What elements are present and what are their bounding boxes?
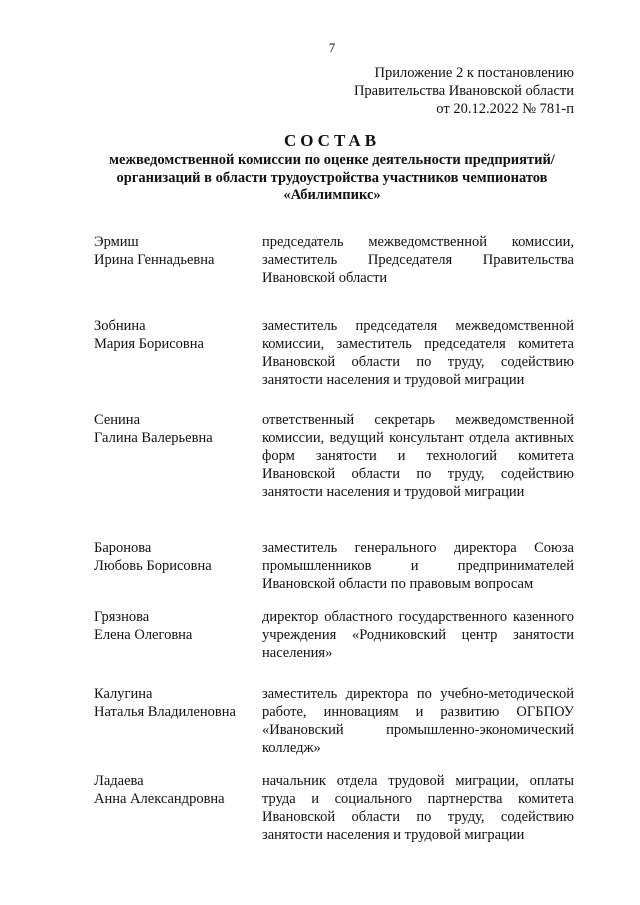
member-surname: Эрмиш bbox=[94, 234, 139, 250]
member-surname: Сенина bbox=[94, 412, 140, 428]
document-subtitle: межведомственной комиссии по оценке деятельности предприятий/организаций в области трудоустройства участников чемпионатов «Абилимпикс» bbox=[109, 152, 555, 203]
member-given-names: Мария Борисовна bbox=[94, 336, 204, 352]
member-given-names: Наталья Владиленовна bbox=[94, 704, 236, 720]
member-name bbox=[94, 233, 262, 317]
member-surname: Зобнина bbox=[94, 318, 146, 334]
member-position: заместитель директора по учебно-методической работе, инновациям и развитию ОГБПОУ «Ивановский промышленно-экономический колледж» bbox=[262, 686, 574, 756]
member-row bbox=[94, 411, 574, 539]
member-row bbox=[94, 772, 574, 848]
member-surname: Калугина bbox=[94, 686, 153, 702]
member-position: начальник отдела трудовой миграции, оплаты труда и социального партнерства комитета Ивановской области по труду, содействию занятости населения и трудовой миграции bbox=[262, 773, 574, 843]
member-name bbox=[94, 411, 262, 539]
member-name bbox=[94, 317, 262, 411]
member-name bbox=[94, 772, 262, 848]
member-position: ответственный секретарь межведомственной комиссии, ведущий консультант отдела активных форм занятости и технологий комитета Ивановской области по труду, содействию занятости населения и трудовой миграции bbox=[262, 412, 574, 500]
member-position: председатель межведомственной комиссии, заместитель Председателя Правительства Ивановской области bbox=[262, 234, 574, 286]
document-heading bbox=[0, 130, 640, 205]
member-name bbox=[94, 539, 262, 608]
member-given-names: Елена Олеговна bbox=[94, 627, 193, 643]
member-surname: Ладаева bbox=[94, 773, 144, 789]
member-row bbox=[94, 233, 574, 317]
member-position: заместитель генерального директора Союза промышленников и предпринимателей Ивановской области по правовым вопросам bbox=[262, 540, 574, 592]
member-row bbox=[94, 539, 574, 608]
member-position: заместитель председателя межведомственной комиссии, заместитель председателя комитета Ивановской области по труду, содействию занятости населения и трудовой миграции bbox=[262, 318, 574, 388]
member-name bbox=[94, 608, 262, 685]
member-given-names: Галина Валерьевна bbox=[94, 430, 213, 446]
member-row bbox=[94, 608, 574, 685]
appendix-header bbox=[354, 64, 574, 118]
member-name bbox=[94, 685, 262, 772]
member-list bbox=[94, 233, 574, 848]
member-surname: Баронова bbox=[94, 540, 152, 556]
document-title: СОСТАВ bbox=[283, 131, 381, 150]
appendix-line-2: Правительства Ивановской области bbox=[353, 83, 574, 99]
appendix-line-3: от 20.12.2022 № 781-п bbox=[436, 101, 574, 117]
member-given-names: Любовь Борисовна bbox=[94, 558, 212, 574]
member-position: директор областного государственного казенного учреждения «Родниковский центр занятости населения» bbox=[262, 609, 574, 661]
appendix-line-1: Приложение 2 к постановлению bbox=[374, 65, 574, 81]
member-row bbox=[94, 317, 574, 411]
page-number: 7 bbox=[328, 40, 336, 55]
member-row bbox=[94, 685, 574, 772]
member-surname: Грязнова bbox=[94, 609, 150, 625]
member-given-names: Ирина Геннадьевна bbox=[94, 252, 215, 268]
member-given-names: Анна Александровна bbox=[94, 791, 225, 807]
